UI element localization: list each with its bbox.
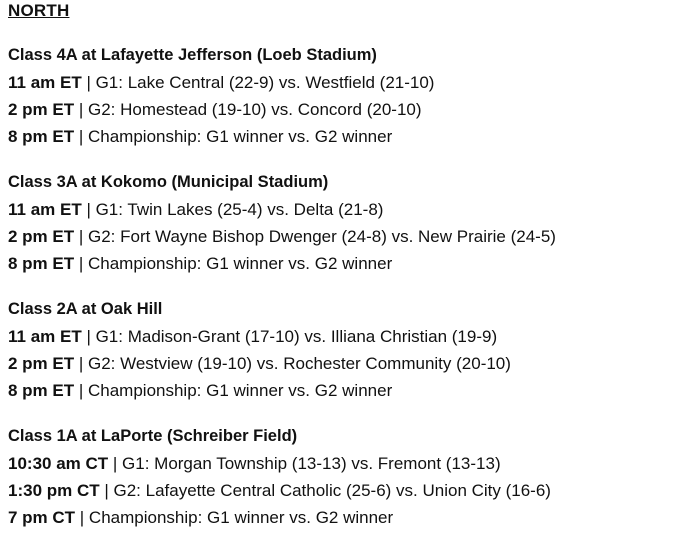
game-line: [8, 323, 511, 350]
game-time: 2 pm ET: [8, 227, 75, 246]
class-4a-section: [8, 42, 434, 150]
game-detail: | Championship: G1 winner vs. G2 winner: [74, 254, 393, 273]
game-line: [8, 450, 551, 477]
game-line: [8, 350, 511, 377]
game-line: [8, 377, 511, 404]
game-line: [8, 96, 434, 123]
game-time: 7 pm CT: [8, 508, 76, 527]
game-time: 2 pm ET: [8, 100, 75, 119]
game-detail: | G1: Morgan Township (13-13) vs. Fremont (13-13): [108, 454, 501, 473]
game-time: 8 pm ET: [8, 254, 75, 273]
region-heading: NORTH: [8, 1, 70, 20]
game-time: 1:30 pm CT: [8, 481, 100, 500]
section-title: Class 2A at Oak Hill: [8, 300, 163, 318]
class-3a-section: [8, 169, 556, 277]
game-detail: | G2: Lafayette Central Catholic (25-6) vs. Union City (16-6): [99, 481, 551, 500]
game-line: [8, 196, 556, 223]
class-1a-section: [8, 423, 551, 531]
section-title: Class 3A at Kokomo (Municipal Stadium): [8, 173, 329, 191]
game-time: 11 am ET: [8, 327, 82, 346]
class-2a-section: [8, 296, 511, 404]
game-detail: | Championship: G1 winner vs. G2 winner: [75, 508, 394, 527]
game-detail: | G2: Homestead (19-10) vs. Concord (20-10): [74, 100, 422, 119]
game-time: 8 pm ET: [8, 127, 75, 146]
game-time: 11 am ET: [8, 200, 82, 219]
game-detail: | G1: Madison-Grant (17-10) vs. Illiana Christian (19-9): [81, 327, 498, 346]
game-detail: | G1: Twin Lakes (25-4) vs. Delta (21-8): [81, 200, 384, 219]
game-time: 8 pm ET: [8, 381, 75, 400]
game-detail: | Championship: G1 winner vs. G2 winner: [74, 381, 393, 400]
game-line: [8, 504, 551, 531]
game-line: [8, 223, 556, 250]
game-detail: | Championship: G1 winner vs. G2 winner: [74, 127, 393, 146]
game-line: [8, 250, 556, 277]
game-line: [8, 477, 551, 504]
section-title: Class 4A at Lafayette Jefferson (Loeb Stadium): [8, 46, 377, 64]
game-line: [8, 69, 434, 96]
game-detail: | G2: Fort Wayne Bishop Dwenger (24-8) vs. New Prairie (24-5): [74, 227, 556, 246]
game-time: 10:30 am CT: [8, 454, 109, 473]
game-time: 2 pm ET: [8, 354, 75, 373]
game-time: 11 am ET: [8, 73, 82, 92]
game-detail: | G1: Lake Central (22-9) vs. Westfield (21-10): [81, 73, 435, 92]
section-title: Class 1A at LaPorte (Schreiber Field): [8, 427, 298, 445]
game-detail: | G2: Westview (19-10) vs. Rochester Community (20-10): [74, 354, 511, 373]
game-line: [8, 123, 434, 150]
